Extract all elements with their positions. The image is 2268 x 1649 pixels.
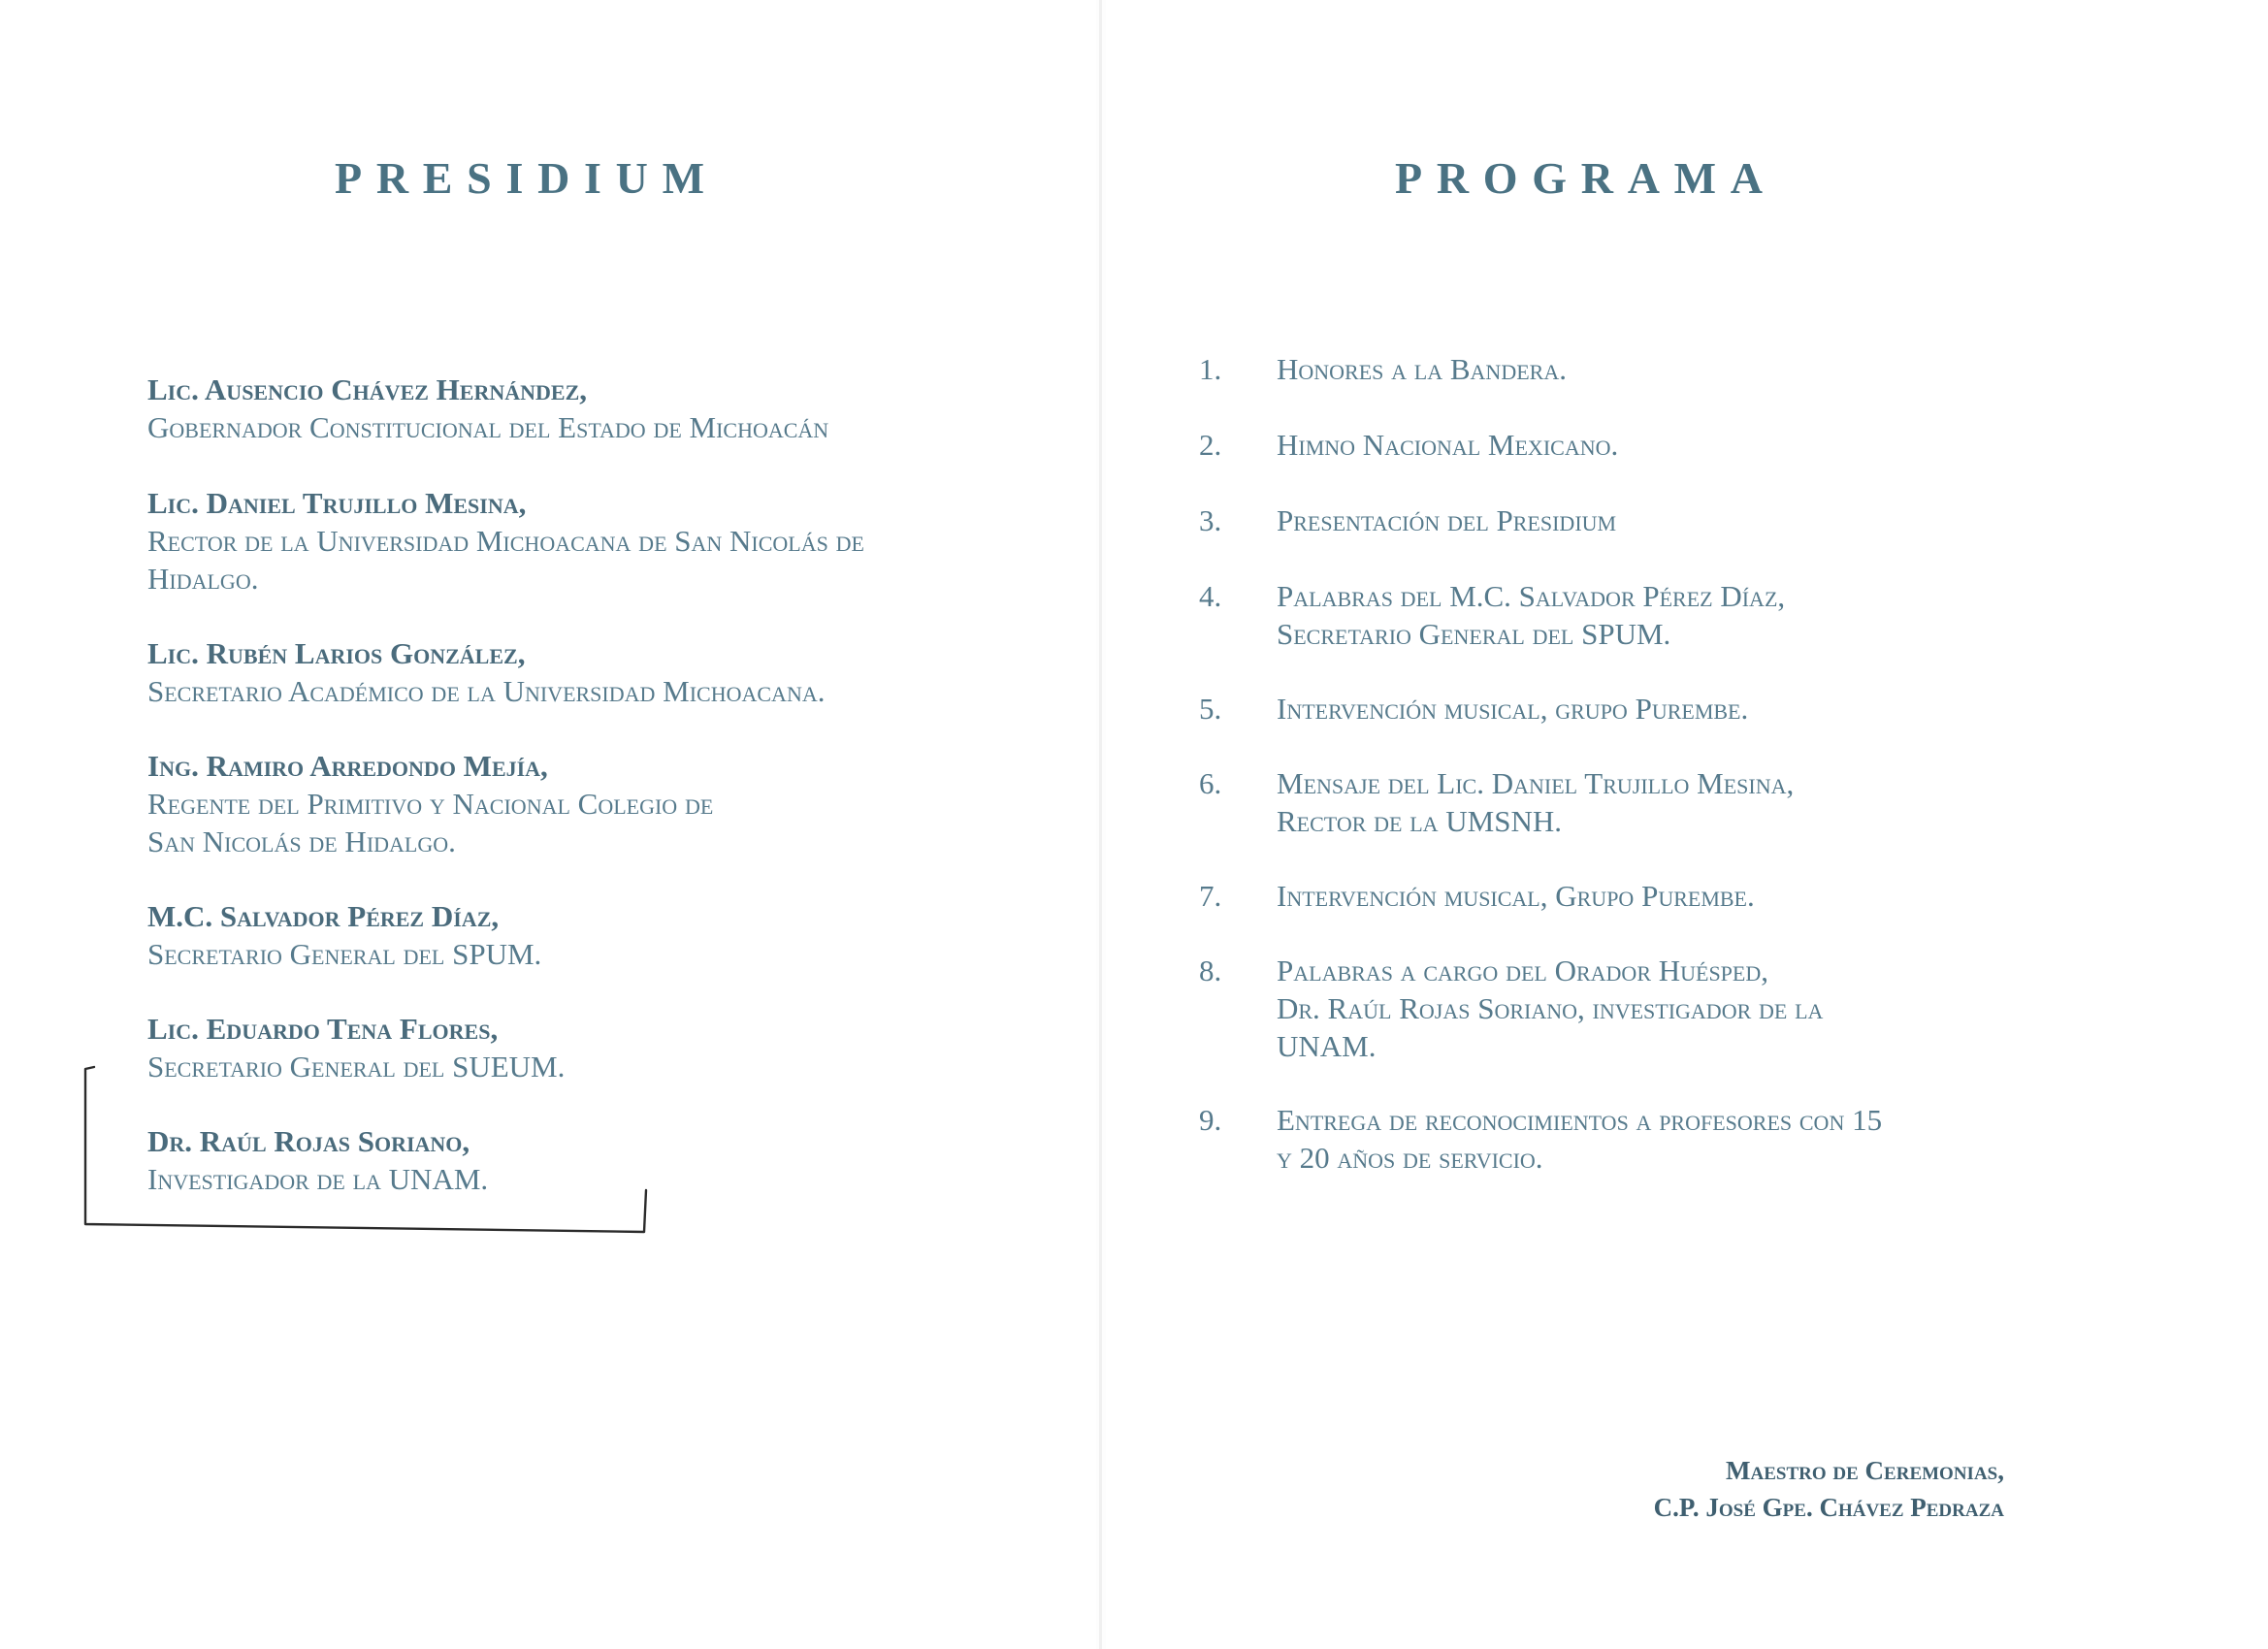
program-item [1199, 764, 1794, 840]
presidium-heading: PRESIDIUM [335, 153, 719, 203]
member-name: Ing. Ramiro Arredondo Mejía, [147, 749, 548, 783]
program-item [1199, 350, 1567, 388]
item-text: Entrega de reconocimientos a profesores con 15 [1277, 1103, 1883, 1137]
programa-heading: PROGRAMA [1395, 153, 1777, 203]
item-text: y 20 años de servicio. [1277, 1141, 1543, 1175]
member-role: Regente del Primitivo y Nacional Colegio de [147, 787, 714, 821]
member-role: Rector de la Universidad Michoacana de San Nicolás de [147, 524, 864, 558]
presidium-member [147, 484, 864, 598]
item-text: Intervención musical, grupo Purembe. [1277, 692, 1749, 726]
item-text: Palabras a cargo del Orador Huésped, [1277, 954, 1768, 987]
member-role: San Nicolás de Hidalgo. [147, 824, 456, 858]
item-text: Dr. Raúl Rojas Soriano, investigador de la [1277, 991, 1824, 1025]
member-role: Secretario General del SUEUM. [147, 1050, 566, 1083]
item-text: UNAM. [1277, 1029, 1377, 1063]
item-number: 6. [1199, 766, 1222, 800]
presidium-member [147, 371, 828, 446]
program-item [1199, 577, 1785, 653]
member-name: M.C. Salvador Pérez Díaz, [147, 899, 500, 933]
item-text: Himno Nacional Mexicano. [1277, 428, 1619, 462]
member-role: Secretario Académico de la Universidad Michoacana. [147, 674, 826, 708]
master-of-ceremonies-role: Maestro de Ceremonias, [1726, 1456, 2004, 1485]
item-number: 2. [1199, 428, 1222, 462]
member-role: Hidalgo. [147, 562, 259, 596]
program-item [1199, 952, 1823, 1065]
member-name: Lic. Eduardo Tena Flores, [147, 1012, 499, 1046]
program-item [1199, 1101, 1882, 1177]
program-item [1199, 877, 1755, 915]
member-role: Secretario General del SPUM. [147, 937, 542, 971]
item-number: 4. [1199, 579, 1222, 613]
item-number: 8. [1199, 954, 1222, 987]
presidium-member [147, 747, 713, 860]
item-text: Honores a la Bandera. [1277, 352, 1567, 386]
member-role: Gobernador Constitucional del Estado de Michoacán [147, 410, 829, 444]
item-number: 3. [1199, 503, 1222, 537]
member-name: Lic. Rubén Larios González, [147, 636, 526, 670]
item-text: Mensaje del Lic. Daniel Trujillo Mesina, [1277, 766, 1795, 800]
presidium-member [147, 897, 541, 973]
presidium-member [147, 1122, 488, 1198]
item-number: 5. [1199, 692, 1222, 726]
master-of-ceremonies-name: C.P. José Gpe. Chávez Pedraza [1653, 1493, 2004, 1522]
item-number: 9. [1199, 1103, 1222, 1137]
item-number: 1. [1199, 352, 1222, 386]
member-name: Dr. Raúl Rojas Soriano, [147, 1124, 470, 1158]
member-name: Lic. Daniel Trujillo Mesina, [147, 486, 527, 520]
item-text: Secretario General del SPUM. [1277, 617, 1671, 651]
program-item [1199, 690, 1748, 728]
presidium-member [147, 634, 825, 710]
item-text: Presentación del Presidium [1277, 503, 1617, 537]
page-fold [1099, 0, 1102, 1649]
item-text: Intervención musical, Grupo Purembe. [1277, 879, 1755, 913]
program-item [1199, 501, 1616, 539]
member-role: Investigador de la UNAM. [147, 1162, 489, 1196]
item-text: Palabras del M.C. Salvador Pérez Díaz, [1277, 579, 1786, 613]
item-text: Rector de la UMSNH. [1277, 804, 1563, 838]
presidium-member [147, 1010, 565, 1085]
item-number: 7. [1199, 879, 1222, 913]
member-name: Lic. Ausencio Chávez Hernández, [147, 372, 587, 406]
left-page [0, 0, 1096, 1649]
program-item [1199, 426, 1618, 464]
